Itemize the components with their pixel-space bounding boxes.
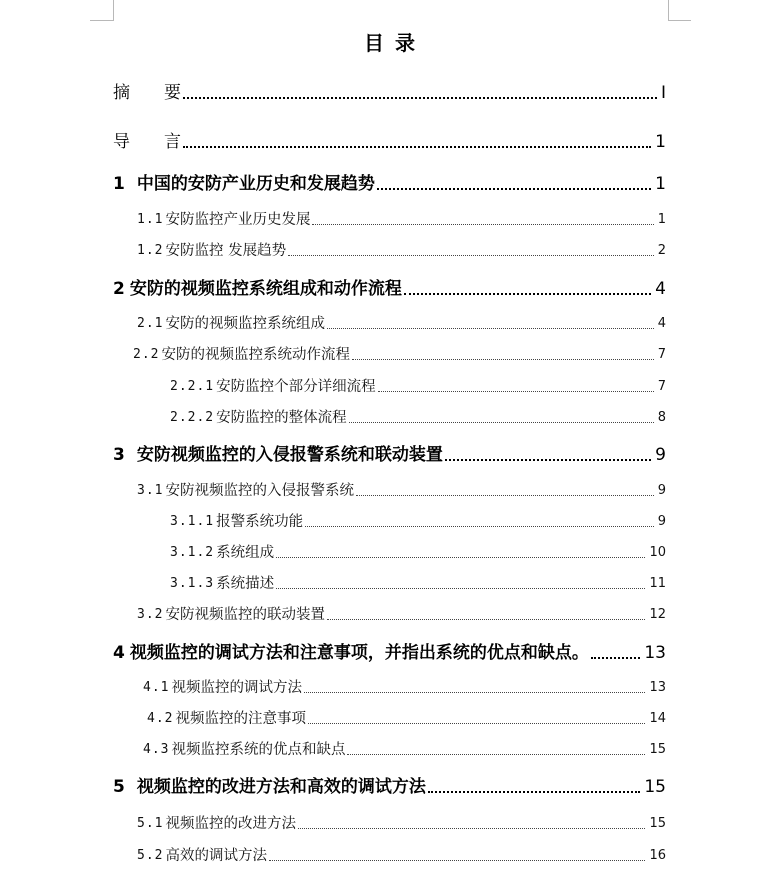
toc-dot-leader: [305, 526, 654, 527]
toc-dot-leader: [377, 188, 651, 190]
toc-entry-title: 视频监控系统的优点和缺点: [171, 742, 346, 758]
toc-entry-number: 3: [113, 445, 125, 465]
toc-entry-title: 系统组成: [216, 545, 275, 561]
toc-entry-chapter-5[interactable]: [113, 775, 666, 799]
toc-page-number: 4: [655, 279, 666, 299]
toc-entry-section-3-1-1[interactable]: [170, 512, 666, 532]
toc-entry-title: 安防视频监控的联动装置: [165, 607, 325, 623]
toc-entry-section-3-2[interactable]: [137, 605, 666, 625]
toc-page-number: 8: [657, 410, 666, 425]
toc-entry-title: 安防视频监控的入侵报警系统和联动装置: [136, 445, 443, 465]
toc-dot-leader: [352, 359, 654, 360]
toc-dot-leader: [327, 619, 645, 620]
toc-entry-section-4-3[interactable]: [143, 740, 666, 760]
toc-dot-leader: [276, 588, 645, 589]
toc-page-number: 2: [657, 243, 666, 258]
toc-entry-number: 2: [113, 279, 125, 299]
toc-dot-leader: [269, 860, 645, 861]
toc-page-number: I: [660, 83, 666, 103]
toc-page-number: 9: [657, 514, 666, 529]
toc-entry-title: 视频监控的改进方法: [165, 816, 296, 832]
toc-entry-title: 安防的视频监控系统动作流程: [161, 347, 350, 363]
toc-dot-leader: [183, 97, 657, 99]
toc-entry-number: 2.2.2: [170, 410, 215, 425]
toc-page-number: 4: [657, 316, 666, 331]
toc-dot-leader: [183, 146, 651, 148]
crop-mark-top-right-vertical: [668, 0, 669, 21]
toc-entry-title: 安防监控的整体流程: [216, 410, 347, 426]
toc-dot-leader: [349, 422, 654, 423]
toc-entry-number: 5.1: [137, 816, 164, 831]
toc-page-number: 11: [649, 576, 666, 591]
toc-page-number: 7: [657, 347, 666, 362]
toc-page-number: 15: [644, 777, 666, 797]
toc-entry-number: 1.1: [137, 212, 164, 227]
toc-entry-number: 4.2: [147, 711, 174, 726]
toc-entry-number: 2.1: [137, 316, 164, 331]
toc-entry-section-2-2-2[interactable]: [170, 408, 666, 428]
toc-entry-chapter-4[interactable]: [113, 641, 666, 665]
toc-entry-number: 1: [113, 174, 125, 194]
toc-entry-section-3-1[interactable]: [137, 481, 666, 501]
toc-page-number: 15: [649, 816, 666, 831]
toc-entry-section-5-2[interactable]: [137, 846, 666, 866]
toc-entry-number: 5: [113, 777, 125, 797]
toc-entry-number: 3.1.3: [170, 576, 215, 591]
toc-page-number: 14: [649, 711, 666, 726]
toc-entry-number: 3.1.2: [170, 545, 215, 560]
toc-entry-introduction[interactable]: [113, 130, 666, 154]
toc-entry-section-1-2[interactable]: [137, 241, 666, 261]
toc-page-number: 7: [657, 379, 666, 394]
toc-page-number: 1: [655, 132, 666, 152]
toc-dot-leader: [591, 657, 641, 659]
toc-entry-number: 5.2: [137, 848, 164, 863]
toc-entry-number: 3.1: [137, 483, 164, 498]
toc-dot-leader: [445, 459, 651, 461]
toc-dot-leader: [356, 495, 654, 496]
toc-title: 目 录: [364, 31, 417, 55]
toc-entry-number: 1.2: [137, 243, 164, 258]
crop-mark-top-left-vertical: [113, 0, 114, 21]
toc-dot-leader: [347, 754, 645, 755]
toc-entry-title: 中国的安防产业历史和发展趋势: [136, 174, 375, 194]
toc-entry-section-3-1-2[interactable]: [170, 543, 666, 563]
toc-page-number: 13: [649, 680, 666, 695]
toc-entry-title: 视频监控的调试方法和注意事项，并指出系统的优点和缺点。: [129, 643, 589, 663]
toc-entry-title: 导 言: [113, 132, 181, 152]
toc-entry-section-2-2-1[interactable]: [170, 377, 666, 397]
toc-entry-title: 安防视频监控的入侵报警系统: [165, 483, 354, 499]
toc-entry-section-2-2[interactable]: [133, 345, 666, 365]
toc-entry-number: 3.2: [137, 607, 164, 622]
toc-dot-leader: [378, 391, 654, 392]
toc-entry-section-1-1[interactable]: [137, 210, 666, 230]
toc-page-number: 13: [644, 643, 666, 663]
toc-entry-title: 安防监控产业历史发展: [165, 212, 311, 228]
toc-dot-leader: [288, 255, 654, 256]
toc-entry-abstract[interactable]: [113, 81, 666, 105]
toc-entry-section-4-1[interactable]: [143, 678, 666, 698]
toc-entry-title: 视频监控的改进方法和高效的调试方法: [136, 777, 426, 797]
toc-entry-section-2-1[interactable]: [137, 314, 666, 334]
toc-entry-title: 视频监控的注意事项: [175, 711, 306, 727]
toc-page-number: 15: [649, 742, 666, 757]
toc-dot-leader: [298, 828, 645, 829]
toc-entry-chapter-2[interactable]: [113, 277, 666, 301]
toc-entry-chapter-3[interactable]: [113, 443, 666, 467]
toc-entry-title: 安防的视频监控系统组成和动作流程: [129, 279, 402, 299]
toc-dot-leader: [308, 723, 645, 724]
toc-page-number: 12: [649, 607, 666, 622]
toc-entry-title: 安防的视频监控系统组成: [165, 316, 325, 332]
toc-dot-leader: [327, 328, 654, 329]
toc-entry-title: 高效的调试方法: [165, 848, 267, 864]
toc-entry-chapter-1[interactable]: [113, 172, 666, 196]
toc-page-number: 1: [655, 174, 666, 194]
toc-dot-leader: [404, 293, 651, 295]
toc-entry-title: 摘 要: [113, 83, 181, 103]
toc-entry-title: 系统描述: [216, 576, 275, 592]
toc-entry-title: 报警系统功能: [216, 514, 304, 530]
toc-entry-number: 2.2.1: [170, 379, 215, 394]
toc-entry-title: 安防监控 发展趋势: [165, 243, 287, 259]
toc-page-number: 1: [657, 212, 666, 227]
toc-dot-leader: [304, 692, 645, 693]
toc-entry-section-4-2[interactable]: [147, 709, 666, 729]
toc-entry-number: 4: [113, 643, 125, 663]
toc-page-number: 9: [655, 445, 666, 465]
toc-entry-title: 视频监控的调试方法: [171, 680, 302, 696]
toc-entry-number: 4.1: [143, 680, 170, 695]
toc-page-number: 10: [649, 545, 666, 560]
toc-dot-leader: [312, 224, 653, 225]
toc-entry-number: 2.2: [133, 347, 160, 362]
toc-entry-number: 3.1.1: [170, 514, 215, 529]
toc-page-number: 16: [649, 848, 666, 863]
toc-entry-section-5-1[interactable]: [137, 814, 666, 834]
crop-mark-top-right-horizontal: [668, 20, 691, 21]
toc-entry-title: 安防监控个部分详细流程: [216, 379, 376, 395]
toc-entry-number: 4.3: [143, 742, 170, 757]
toc-dot-leader: [276, 557, 645, 558]
crop-mark-top-left-horizontal: [90, 20, 114, 21]
toc-entry-section-3-1-3[interactable]: [170, 574, 666, 594]
toc-page-number: 9: [657, 483, 666, 498]
toc-dot-leader: [428, 791, 641, 793]
